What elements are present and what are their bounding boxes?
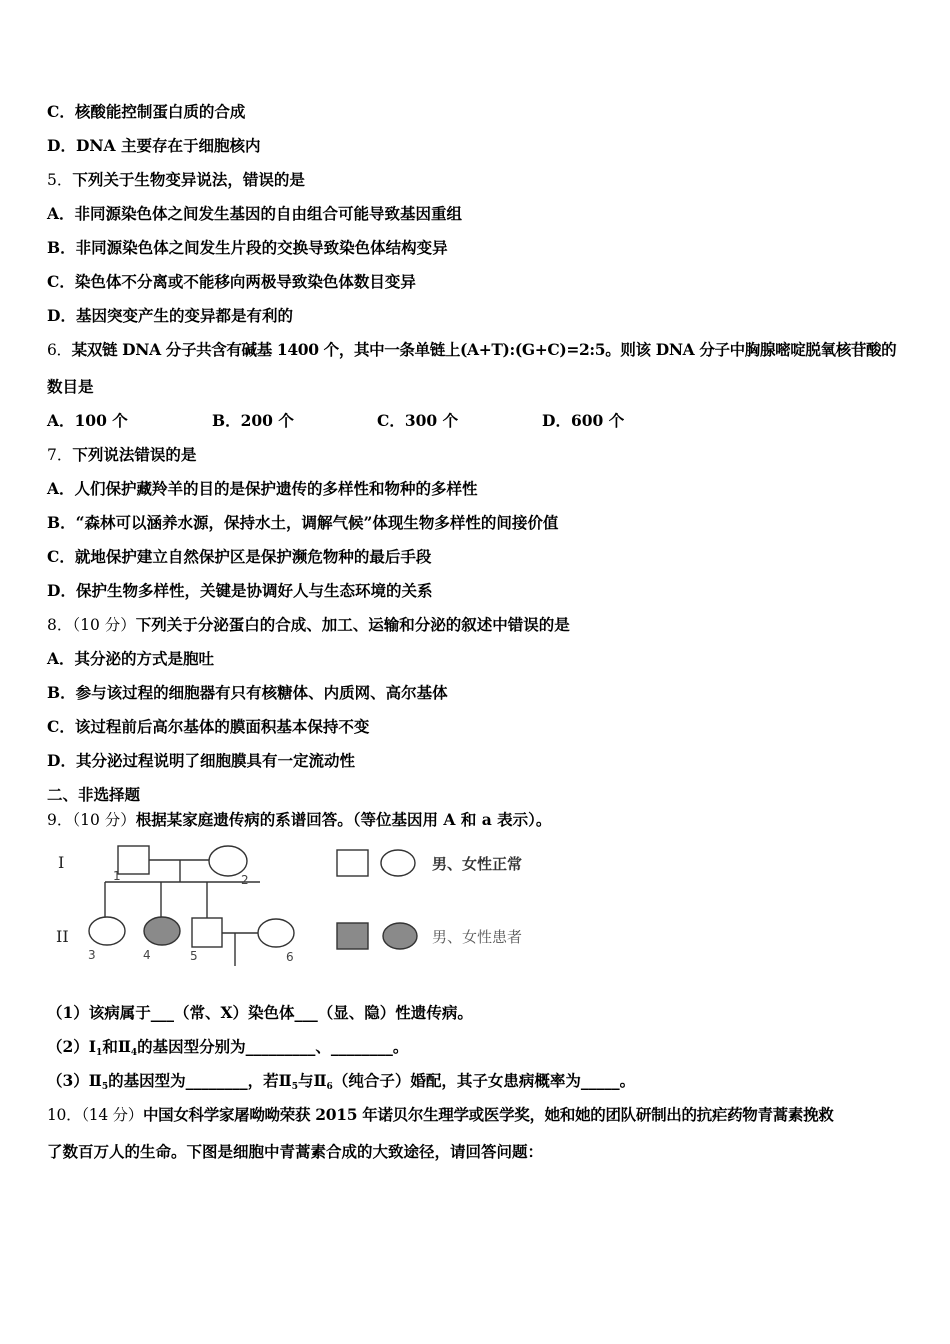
q9-subquestion-1: （1）该病属于___（常、X）染色体___（显、隐）性遗传病。 bbox=[47, 1003, 473, 1022]
q6-options bbox=[47, 411, 624, 431]
q7-option-b: B．“森林可以涵养水源，保持水土，调解气候”体现生物多样性的间接价值 bbox=[47, 513, 559, 532]
q6-option-d: D．600 个 bbox=[542, 411, 625, 430]
pedigree-chart bbox=[50, 840, 570, 970]
question-stem: 下列关于分泌蛋白的合成、加工、运输和分泌的叙述中错误的是 bbox=[135, 615, 570, 634]
text-part: 的基因型分别为_________、________。 bbox=[137, 1037, 409, 1056]
individual-label: 6 bbox=[286, 950, 294, 964]
q9-subquestion-3 bbox=[47, 1071, 635, 1097]
question-number: 10．（14 分） bbox=[47, 1106, 143, 1124]
question-8 bbox=[47, 615, 570, 635]
text-part: （纯合子）婚配，其子女患病概率为_____。 bbox=[332, 1071, 636, 1090]
q8-option-b: B．参与该过程的细胞器有只有核糖体、内质网、高尔基体 bbox=[47, 683, 448, 702]
subscript: 5 bbox=[101, 1082, 109, 1092]
q5-option-c: C．染色体不分离或不能移向两极导致染色体数目变异 bbox=[47, 272, 416, 291]
question-9 bbox=[47, 810, 551, 830]
question-stem: 根据某家庭遗传病的系谱回答。（等位基因用 A 和 a 表示）。 bbox=[135, 810, 552, 829]
question-number: 8．（10 分） bbox=[47, 616, 136, 634]
q7-option-c: C．就地保护建立自然保护区是保护濒危物种的最后手段 bbox=[47, 547, 432, 566]
q6-stem-continued: 数目是 bbox=[47, 377, 94, 396]
question-7 bbox=[47, 445, 196, 465]
text-part: （3）Ⅱ bbox=[47, 1071, 102, 1090]
text-part: 与Ⅱ bbox=[297, 1071, 327, 1090]
legend-normal-female-icon bbox=[381, 850, 415, 876]
text-part: 和Ⅱ bbox=[102, 1037, 131, 1056]
individual-I2-normal-female bbox=[209, 846, 247, 876]
individual-number-labels bbox=[88, 869, 294, 964]
question-number: 7． bbox=[47, 446, 73, 464]
q4-option-c: C．核酸能控制蛋白质的合成 bbox=[47, 102, 246, 121]
individual-label: 5 bbox=[190, 949, 198, 963]
individual-II4-affected-female bbox=[144, 917, 180, 945]
individual-I1-normal-male bbox=[118, 846, 149, 874]
q6-option-c: C．300 个 bbox=[377, 411, 459, 430]
q6-option-b: B．200 个 bbox=[212, 411, 294, 430]
legend-normal-male-icon bbox=[337, 850, 368, 876]
q8-option-d: D．其分泌过程说明了细胞膜具有一定流动性 bbox=[47, 751, 355, 770]
generation-label-1: I bbox=[58, 853, 65, 872]
legend-normal-label: 男、女性正常 bbox=[432, 855, 523, 873]
q5-option-d: D．基因突变产生的变异都是有利的 bbox=[47, 306, 293, 325]
individual-label: 4 bbox=[143, 948, 151, 962]
q5-option-b: B．非同源染色体之间发生片段的交换导致染色体结构变异 bbox=[47, 238, 448, 257]
question-stem: 下列说法错误的是 bbox=[72, 445, 197, 464]
q8-option-a: A．其分泌的方式是胞吐 bbox=[47, 649, 215, 668]
text-part: （2）Ⅰ bbox=[47, 1037, 97, 1056]
q6-option-a: A．100 个 bbox=[47, 411, 128, 430]
section-heading: 二、非选择题 bbox=[47, 785, 141, 804]
question-number: 5． bbox=[47, 171, 73, 189]
text-part: 的基因型为________，若Ⅱ bbox=[108, 1071, 292, 1090]
question-number: 9．（10 分） bbox=[47, 811, 136, 829]
individual-II3-normal-female bbox=[89, 917, 125, 945]
individual-II5-normal-male bbox=[192, 918, 222, 947]
q7-option-d: D．保护生物多样性，关键是协调好人与生态环境的关系 bbox=[47, 581, 433, 600]
q5-option-a: A．非同源染色体之间发生基因的自由组合可能导致基因重组 bbox=[47, 204, 463, 223]
q10-stem-continued: 了数百万人的生命。下图是细胞中青蒿素合成的大致途径，请回答问题： bbox=[47, 1142, 544, 1161]
question-number: 6． bbox=[47, 341, 72, 359]
legend-affected-label: 男、女性患者 bbox=[432, 928, 523, 946]
subscript: 1 bbox=[96, 1048, 103, 1058]
q8-option-c: C．该过程前后高尔基体的膜面积基本保持不变 bbox=[47, 717, 370, 736]
subscript: 4 bbox=[130, 1048, 138, 1058]
individual-label: 1 bbox=[113, 869, 121, 883]
individual-II6-normal-female bbox=[258, 919, 294, 947]
q4-option-d: D．DNA 主要存在于细胞核内 bbox=[47, 136, 261, 155]
question-5 bbox=[47, 170, 305, 190]
generation-label-2: II bbox=[56, 927, 69, 946]
subscript: 6 bbox=[326, 1082, 333, 1092]
question-stem: 某双链 DNA 分子共含有碱基 1400 个，其中一条单链上(A+T):(G+C)=2:5。则该 DNA 分子中胸腺嘧啶脱氧核苷酸的 bbox=[71, 340, 897, 359]
q9-subquestion-2 bbox=[47, 1037, 408, 1063]
individual-label: 2 bbox=[241, 873, 249, 887]
legend-affected-female-icon bbox=[383, 923, 417, 949]
question-stem: 中国女科学家屠呦呦荣获 2015 年诺贝尔生理学或医学奖，她和她的团队研制出的抗疟药物青蒿素挽救 bbox=[142, 1105, 834, 1124]
individual-label: 3 bbox=[88, 948, 96, 962]
question-10 bbox=[47, 1105, 833, 1125]
question-stem: 下列关于生物变异说法，错误的是 bbox=[72, 170, 305, 189]
subscript: 5 bbox=[291, 1082, 298, 1092]
q7-option-a: A．人们保护藏羚羊的目的是保护遗传的多样性和物种的多样性 bbox=[47, 479, 478, 498]
legend-affected-male-icon bbox=[337, 923, 368, 949]
question-6 bbox=[47, 340, 896, 360]
